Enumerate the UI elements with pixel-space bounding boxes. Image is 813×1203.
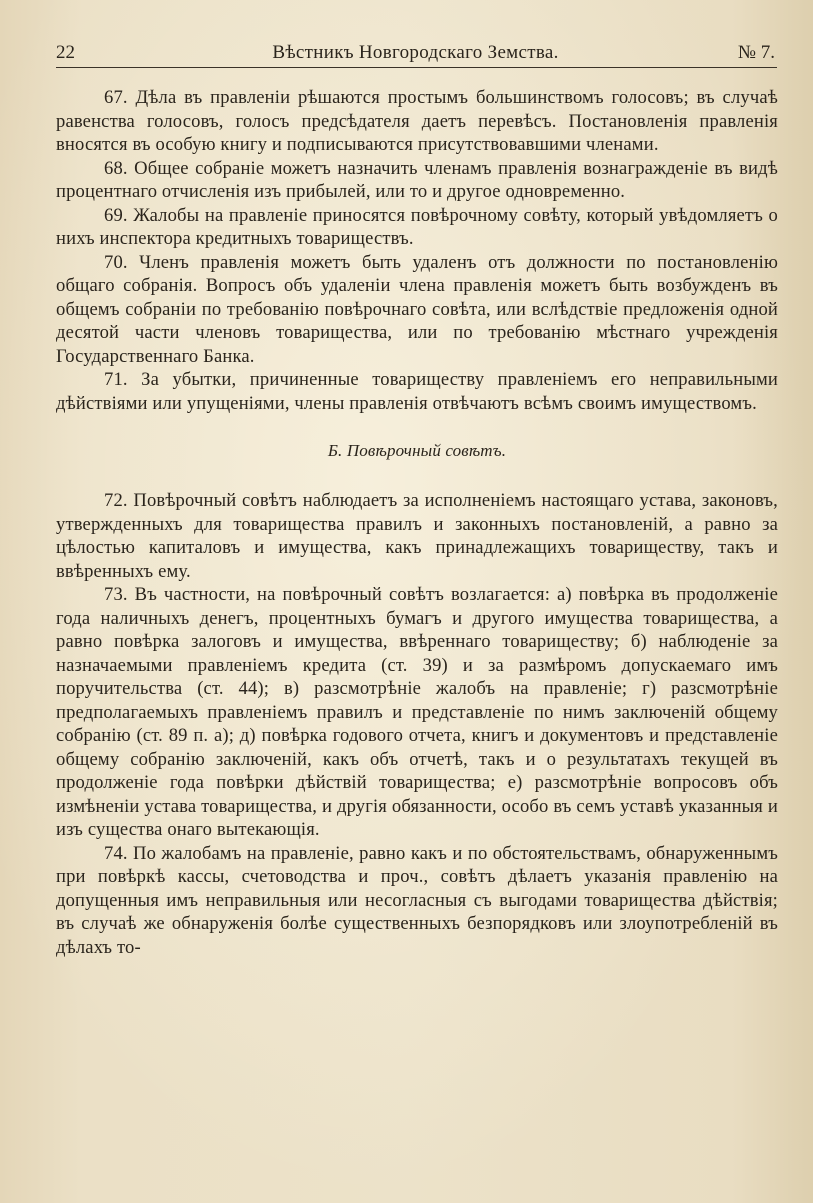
paragraph-73: 73. Въ частности, на повѣрочный совѣтъ возлагается: а) повѣрка въ продолженіе года наличныхъ денегъ, процентныхъ бумагъ и другого имущества товарищества, а равно повѣрка залоговъ и имущества, ввѣреннаго товариществу; б) наблюденіе за назначаемыми правленіемъ кредита (ст. 39) и за размѣромъ допускаемаго имъ поручительства (ст. 44); в) разсмотрѣніе жалобъ на правленіе; г) разсмотрѣніе предполагаемыхъ правленіемъ правилъ и представленіе по нимъ заключеній общему собранію (ст. 89 п. а); д) повѣрка годового отчета, книгъ и документовъ и представленіе общему собранію заключеній, какъ объ отчетѣ, такъ и о результатахъ текущей въ продолженіе года повѣрки дѣйствій товарищества; е) разсмотрѣніе вопросовъ объ измѣненіи устава товарищества, и другія обязанности, особо въ семъ уставѣ указанныя и изъ существа онаго вытекающія. (56, 584, 778, 840)
journal-title: Вѣстникъ Новгородскаго Земства. (272, 42, 559, 63)
section-heading: Б. Повѣрочный совѣтъ. (327, 441, 507, 460)
paragraph-72: 72. Повѣрочный совѣтъ наблюдаетъ за исполненіемъ настоящаго устава, законовъ, утвержденныхъ для товарищества правилъ и законныхъ постановленій, а равно за цѣлостью капиталовъ и имущества, какъ принадлежащихъ товариществу, такъ и ввѣренныхъ ему. (56, 490, 778, 582)
text-body (56, 86, 778, 959)
paragraph-71: 71. За убытки, причиненные товариществу правленіемъ его неправильными дѣйствіями или упущеніями, члены правленія отвѣчаютъ всѣмъ своимъ имуществомъ. (56, 369, 778, 414)
paragraph-70: 70. Членъ правленія можетъ быть удаленъ отъ должности по постановленію общаго собранія. Вопросъ объ удаленіи члена правленія можетъ быть возбужденъ въ общемъ собраніи по требованію повѣрочнаго совѣта, или вслѣдствіе предложенія одной десятой части членовъ товарищества, или по требованію мѣстнаго учрежденія Государственнаго Банка. (56, 251, 778, 367)
header-rule (56, 67, 777, 68)
paragraph-69: 69. Жалобы на правленіе приносятся повѣрочному совѣту, который увѣдомляетъ о нихъ инспектора кредитныхъ товариществъ. (56, 204, 778, 249)
paragraph-68: 68. Общее собраніе можетъ назначить членамъ правленія вознагражденіе въ видѣ процентнаго отчисленія изъ прибылей, или то и другое одновременно. (56, 157, 778, 202)
running-head (56, 40, 775, 66)
page-number: 22 (56, 42, 75, 63)
paragraph-67: 67. Дѣла въ правленіи рѣшаются простымъ большинствомъ голосовъ; въ случаѣ равенства голосовъ, голосъ предсѣдателя даетъ перевѣсъ. Постановленія правленія вносятся въ особую книгу и подписываются присутствовавшими членами. (56, 87, 778, 155)
issue-number: № 7. (737, 42, 775, 63)
paragraph-74: 74. По жалобамъ на правленіе, равно какъ и по обстоятельствамъ, обнаруженнымъ при повѣркѣ кассы, счетоводства и проч., совѣтъ дѣлаетъ указанія правленію на допущенныя имъ неправильныя или несогласныя съ выгодами товарищества дѣйствія; въ случаѣ же обнаруженія болѣе существенныхъ безпорядковъ или злоупотребленій въ дѣлахъ то- (56, 842, 778, 958)
